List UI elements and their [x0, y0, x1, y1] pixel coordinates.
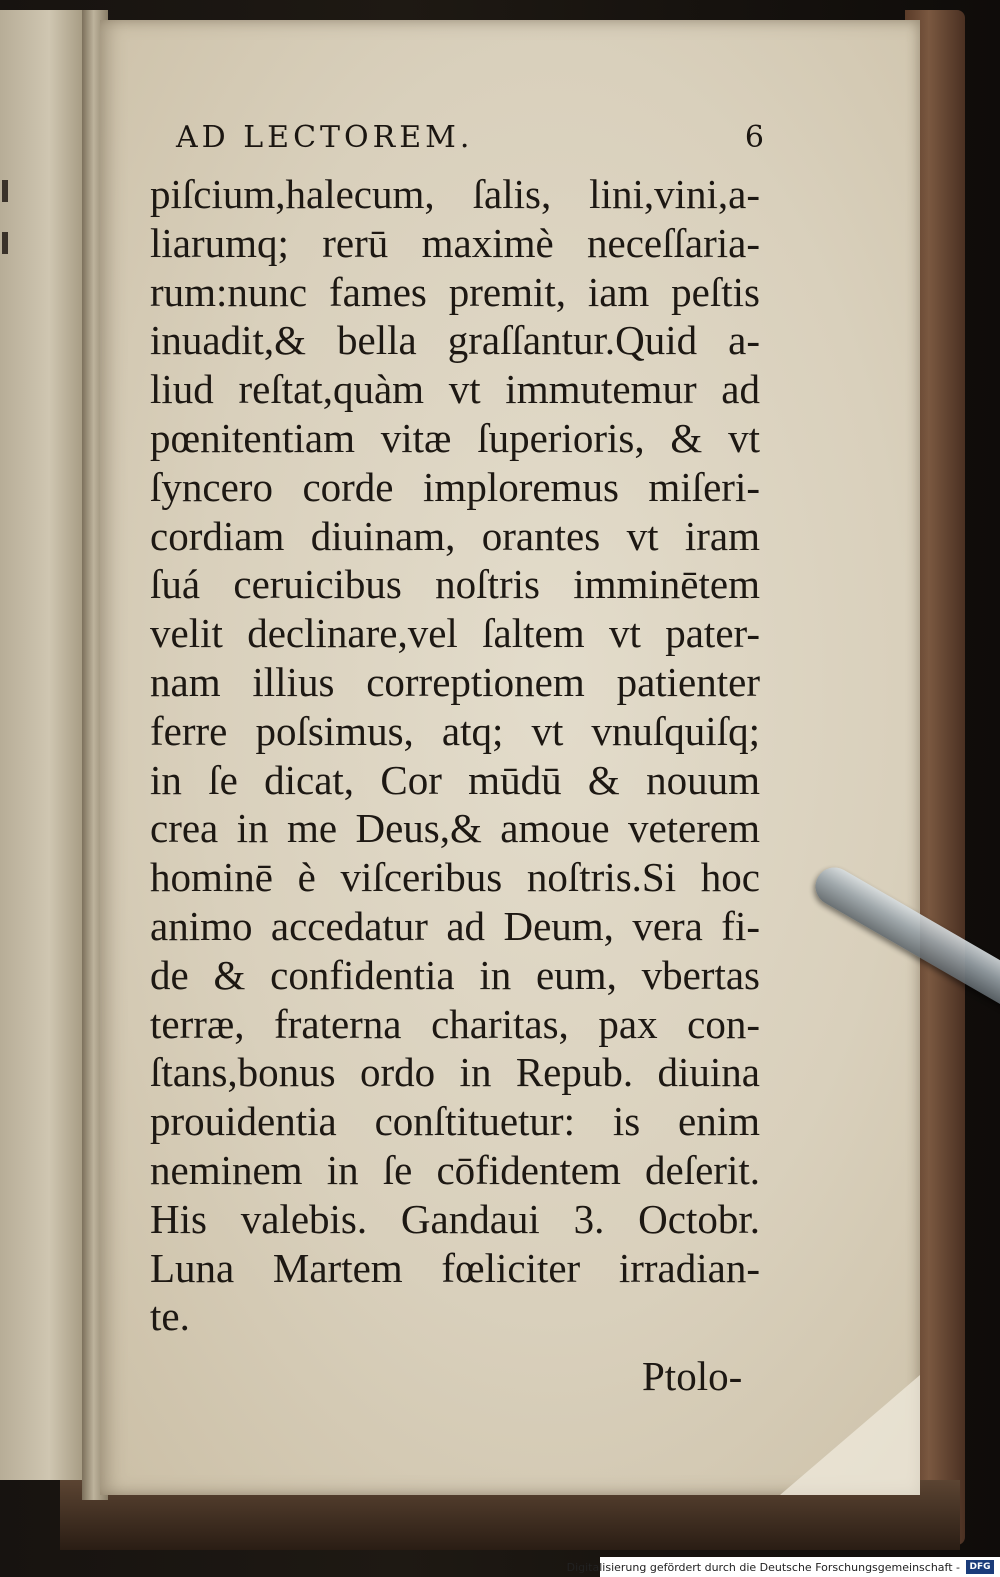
text-line: prouidentia conſtituetur: is enim: [150, 1098, 760, 1145]
facing-page-ink-mark: [2, 232, 8, 254]
facing-page-edge: [0, 10, 84, 1480]
page-header: [176, 120, 776, 166]
text-line: inuadit,& bella graſſantur.Quid a-: [150, 317, 760, 364]
text-line: in ſe dicat, Cor mūdū & nouum: [150, 756, 760, 803]
page-corner-tear: [780, 1375, 920, 1495]
dfg-logo: DFG: [966, 1560, 994, 1574]
facing-page-ink-mark: [2, 180, 8, 202]
running-head: AD LECTOREM.: [176, 120, 474, 155]
text-line: liud reſtat,quàm vt immutemur ad: [150, 366, 760, 413]
credit-bar: [566, 1557, 1000, 1577]
text-line: pœnitentiam vitæ ſuperioris, & vt: [150, 414, 760, 461]
text-line: terræ, fraterna charitas, pax con-: [150, 1000, 760, 1047]
text-line: velit declinare,vel ſaltem vt pater-: [150, 610, 760, 657]
text-line: crea in me Deus,& amoue veterem: [150, 805, 760, 852]
text-line: ſtans,bonus ordo in Repub. diuina: [150, 1049, 760, 1096]
text-line: piſcium,halecum, ſalis, lini,vini,a-: [150, 171, 760, 217]
text-line: neminem in ſe cōfidentem deſerit.: [150, 1146, 760, 1193]
text-line: de & confidentia in eum, vbertas: [150, 951, 760, 998]
text-line: hominē è viſceribus noſtris.Si hoc: [150, 854, 760, 901]
text-line: rum:nunc fames premit, iam peſtis: [150, 268, 760, 315]
text-line: te.: [150, 1293, 190, 1340]
text-line: cordiam diuinam, orantes vt iram: [150, 512, 760, 559]
text-line: nam illius correptionem patienter: [150, 658, 760, 705]
text-line: Luna Martem fœliciter irradian-: [150, 1244, 760, 1291]
body-text: [150, 170, 770, 1341]
text-line: His valebis. Gandaui 3. Octobr.: [150, 1195, 760, 1242]
text-line: ſyncero corde imploremus miſeri-: [150, 463, 760, 510]
text-line: ferre poſsimus, atq; vt vnuſquiſq;: [150, 707, 760, 754]
text-line: liarumq; rerū maximè neceſſaria-: [150, 219, 760, 266]
text-line: animo accedatur ad Deum, vera fi-: [150, 902, 760, 949]
funding-credit: Digitalisierung gefördert durch die Deutsche Forschungsgemeinschaft -: [566, 1561, 960, 1574]
page-number: 6: [744, 120, 764, 155]
catchword: Ptolo-: [642, 1353, 743, 1399]
text-line: ſuá ceruicibus noſtris imminētem: [150, 561, 760, 608]
